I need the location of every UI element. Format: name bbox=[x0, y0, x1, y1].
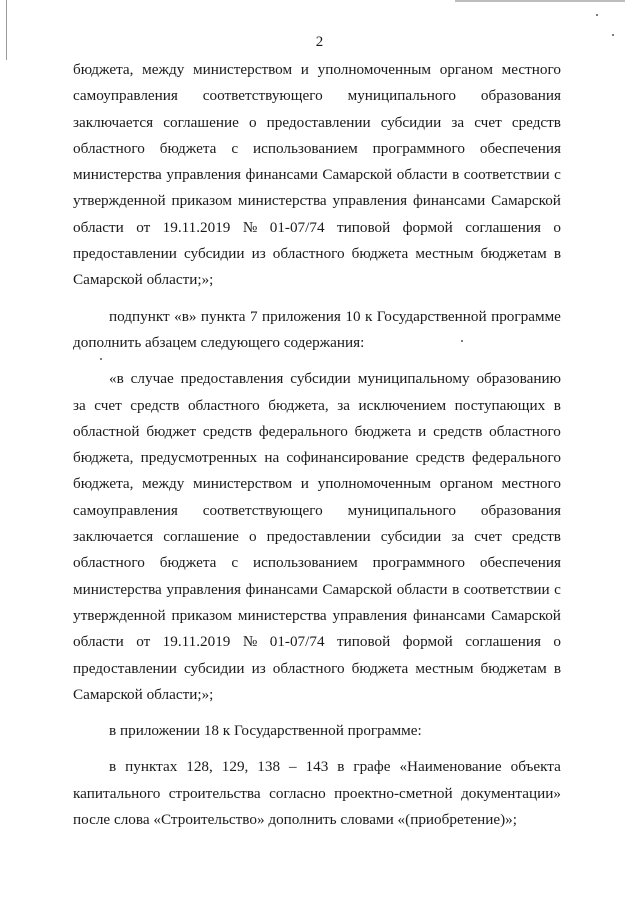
word: субсидии bbox=[380, 528, 442, 546]
word: строительства bbox=[168, 784, 261, 802]
word: в bbox=[452, 580, 460, 598]
word: бюджета, bbox=[268, 396, 329, 414]
word: документации» bbox=[461, 784, 561, 802]
word: 7 bbox=[249, 307, 258, 325]
word: субсидии bbox=[184, 245, 245, 263]
text-line bbox=[73, 603, 561, 629]
word: использованием bbox=[253, 554, 358, 572]
word: муниципального bbox=[347, 501, 456, 519]
word: соглашение bbox=[163, 528, 239, 546]
word: от bbox=[136, 218, 151, 236]
word: министерства bbox=[237, 606, 327, 624]
text-line bbox=[73, 471, 561, 497]
word: с bbox=[554, 166, 561, 184]
word: министерства bbox=[73, 580, 162, 598]
word: самоуправления bbox=[73, 501, 178, 519]
word: за bbox=[73, 396, 86, 414]
word: областного bbox=[73, 139, 145, 157]
word: 19.11.2019 bbox=[162, 218, 231, 236]
text-line bbox=[73, 162, 561, 188]
word: счет bbox=[94, 396, 122, 414]
paragraph-gap bbox=[73, 356, 561, 366]
word: пункта bbox=[200, 307, 246, 325]
text-line bbox=[73, 656, 561, 682]
word: Самарской bbox=[322, 166, 393, 184]
text-line bbox=[73, 498, 561, 524]
word: 19.11.2019 bbox=[162, 633, 231, 651]
word: области bbox=[396, 580, 448, 598]
word: субсидии bbox=[184, 659, 245, 677]
word: проектно-сметной bbox=[334, 784, 453, 802]
text-line bbox=[73, 330, 561, 356]
word: бюджета bbox=[159, 554, 217, 572]
paragraph-gap bbox=[73, 294, 561, 304]
word: субсидии bbox=[380, 113, 442, 131]
word: случае bbox=[130, 370, 174, 388]
word: поступающих bbox=[454, 396, 546, 414]
word: в bbox=[452, 166, 460, 184]
word: образования bbox=[480, 87, 561, 105]
word: управления bbox=[166, 166, 241, 184]
word: министерства bbox=[73, 166, 162, 184]
word: соответствующего bbox=[202, 87, 323, 105]
text-line bbox=[73, 524, 561, 550]
word: использованием bbox=[253, 139, 358, 157]
word: программного bbox=[372, 139, 465, 157]
word: типовой bbox=[336, 633, 391, 651]
word: субсидии bbox=[290, 370, 351, 388]
text-line bbox=[73, 577, 561, 603]
word: области bbox=[73, 633, 124, 651]
word: 128, bbox=[186, 758, 213, 776]
word: в bbox=[553, 396, 561, 414]
word: областного bbox=[272, 245, 345, 263]
word: Самарской области;»; bbox=[73, 271, 214, 289]
word: средств bbox=[202, 422, 253, 440]
word: финансами bbox=[245, 166, 318, 184]
word: с bbox=[554, 580, 561, 598]
word: Самарской области;»; bbox=[73, 685, 214, 703]
text-line bbox=[73, 110, 561, 136]
word: органом bbox=[439, 475, 493, 493]
text-line bbox=[73, 215, 561, 241]
word: исключением bbox=[358, 396, 447, 414]
text-line bbox=[73, 83, 561, 109]
document-body bbox=[73, 57, 561, 833]
word: финансами bbox=[412, 606, 486, 624]
word: «в» bbox=[174, 307, 197, 325]
word: бюджетам bbox=[480, 659, 547, 677]
word: в bbox=[109, 758, 117, 776]
word: между bbox=[142, 475, 185, 493]
text-line bbox=[73, 629, 561, 655]
word: области bbox=[396, 166, 448, 184]
word: заключается bbox=[73, 113, 154, 131]
word: соглашение bbox=[163, 113, 239, 131]
word: муниципального bbox=[347, 87, 456, 105]
word: между bbox=[142, 61, 185, 78]
word: 138 bbox=[257, 758, 281, 776]
word: счет bbox=[474, 113, 502, 131]
text-line bbox=[73, 718, 561, 744]
text-line bbox=[73, 241, 561, 267]
word: № bbox=[242, 218, 258, 236]
word: министерства bbox=[237, 192, 327, 210]
word: из bbox=[251, 245, 266, 263]
word: обеспечения bbox=[479, 139, 561, 157]
word: самоуправления bbox=[73, 87, 178, 105]
text-line bbox=[73, 304, 561, 330]
word: местным bbox=[415, 245, 474, 263]
word: областного bbox=[489, 422, 561, 440]
word: после слова «Строительство» дополнить словами «(приобретение)»; bbox=[73, 811, 517, 829]
word: средств bbox=[511, 113, 561, 131]
word: уполномоченным bbox=[317, 61, 432, 78]
word: бюджета, bbox=[73, 61, 134, 78]
word: в bbox=[553, 245, 561, 263]
word: бюджета, bbox=[73, 449, 134, 467]
text-line bbox=[73, 267, 561, 293]
word: управления bbox=[166, 580, 241, 598]
word: софинансирование bbox=[286, 449, 409, 467]
word: формой bbox=[402, 218, 453, 236]
text-line bbox=[73, 807, 561, 833]
word: на bbox=[264, 449, 280, 467]
word: в bbox=[337, 758, 345, 776]
word: программе bbox=[491, 307, 561, 325]
paragraph bbox=[73, 718, 561, 744]
word: обеспечения bbox=[479, 554, 561, 572]
word: к bbox=[364, 307, 373, 325]
word: «Наименование bbox=[399, 758, 502, 776]
word: № bbox=[242, 633, 258, 651]
word: о bbox=[553, 633, 561, 651]
word: приказом bbox=[171, 192, 233, 210]
word: согласно bbox=[269, 784, 326, 802]
word: образованию bbox=[476, 370, 561, 388]
word: предоставлении bbox=[73, 245, 177, 263]
word: местного bbox=[501, 475, 561, 493]
word: Самарской bbox=[491, 192, 561, 210]
word: 129, bbox=[221, 758, 249, 776]
text-line bbox=[73, 136, 561, 162]
word: 10 bbox=[345, 307, 361, 325]
word: заключается bbox=[73, 528, 154, 546]
word: объекта bbox=[510, 758, 561, 776]
word: средств bbox=[415, 449, 465, 467]
word: от bbox=[136, 633, 151, 651]
paragraph bbox=[73, 754, 561, 833]
paragraph-gap bbox=[73, 708, 561, 718]
word: управления bbox=[332, 606, 408, 624]
paragraph bbox=[73, 57, 561, 294]
word: соглашения bbox=[465, 218, 541, 236]
word: средств bbox=[511, 528, 561, 546]
word: уполномоченным bbox=[317, 475, 432, 493]
word: управления bbox=[332, 192, 408, 210]
word: Самарской bbox=[491, 606, 561, 624]
text-line bbox=[73, 754, 561, 780]
word: с bbox=[231, 554, 239, 572]
word: предоставления bbox=[180, 370, 284, 388]
word: и bbox=[300, 61, 309, 78]
word: пунктах bbox=[125, 758, 178, 776]
text-line bbox=[73, 393, 561, 419]
word: формой bbox=[402, 633, 453, 651]
word: о bbox=[248, 528, 257, 546]
word: подпункт bbox=[109, 307, 170, 325]
word: областного bbox=[73, 554, 145, 572]
word: приложения bbox=[261, 307, 341, 325]
word: из bbox=[251, 659, 266, 677]
word: в приложении 18 к Государственной программе: bbox=[109, 722, 422, 740]
word: за bbox=[451, 113, 465, 131]
word: федерального bbox=[258, 422, 348, 440]
word: Самарской bbox=[322, 580, 393, 598]
word: бюджетам bbox=[480, 245, 547, 263]
word: бюджета bbox=[354, 422, 412, 440]
word: финансами bbox=[412, 192, 486, 210]
word: дополнить абзацем следующего содержания: bbox=[73, 333, 365, 351]
text-line bbox=[73, 445, 561, 471]
word: бюджета bbox=[351, 659, 409, 677]
word: образования bbox=[480, 501, 561, 519]
word: и bbox=[300, 475, 309, 493]
word: бюджета bbox=[159, 139, 217, 157]
scan-edge-top bbox=[455, 0, 625, 2]
word: за bbox=[337, 396, 351, 414]
word: бюджета, bbox=[73, 475, 134, 493]
word: приказом bbox=[171, 606, 233, 624]
word: местным bbox=[415, 659, 474, 677]
word: министерством bbox=[193, 61, 293, 78]
text-line bbox=[73, 550, 561, 576]
word: областного bbox=[187, 396, 260, 414]
word: финансами bbox=[245, 580, 318, 598]
word: Государственной bbox=[376, 307, 487, 325]
paragraph bbox=[73, 366, 561, 708]
paragraph-gap bbox=[73, 744, 561, 754]
word: федерального bbox=[471, 449, 561, 467]
word: за bbox=[451, 528, 465, 546]
text-line bbox=[73, 682, 561, 708]
word: 143 bbox=[305, 758, 329, 776]
word: соответствии bbox=[463, 580, 550, 598]
word: типовой bbox=[336, 218, 391, 236]
word: средств bbox=[433, 422, 483, 440]
word: – bbox=[288, 758, 297, 776]
word: средств bbox=[130, 396, 180, 414]
word: графе bbox=[353, 758, 391, 776]
word: соглашения bbox=[465, 633, 541, 651]
word: программного bbox=[372, 554, 465, 572]
word: и bbox=[418, 422, 427, 440]
word: областной bbox=[73, 422, 140, 440]
scan-speck bbox=[596, 14, 598, 16]
word: бюджета bbox=[351, 245, 409, 263]
word: «в bbox=[109, 370, 124, 388]
word: соответствии bbox=[463, 166, 550, 184]
word: о bbox=[248, 113, 257, 131]
word: местного bbox=[501, 61, 561, 78]
text-line bbox=[73, 188, 561, 214]
word: соответствующего bbox=[202, 501, 323, 519]
word: счет bbox=[474, 528, 502, 546]
text-line bbox=[73, 57, 561, 83]
word: 01-07/74 bbox=[269, 218, 325, 236]
word: предусмотренных bbox=[140, 449, 258, 467]
word: органом bbox=[439, 61, 493, 78]
word: в bbox=[553, 659, 561, 677]
word: о bbox=[553, 218, 561, 236]
word: 01-07/74 bbox=[269, 633, 325, 651]
word: капитального bbox=[73, 784, 161, 802]
word: предоставлении bbox=[266, 113, 371, 131]
word: областного bbox=[272, 659, 345, 677]
word: утвержденной bbox=[73, 192, 166, 210]
text-line bbox=[73, 781, 561, 807]
text-line bbox=[73, 366, 561, 392]
word: бюджет bbox=[146, 422, 197, 440]
word: министерством bbox=[193, 475, 293, 493]
word: муниципальному bbox=[357, 370, 470, 388]
text-line bbox=[73, 419, 561, 445]
word: области bbox=[73, 218, 124, 236]
word: предоставлении bbox=[266, 528, 371, 546]
word: предоставлении bbox=[73, 659, 177, 677]
paragraph bbox=[73, 304, 561, 357]
word: с bbox=[231, 139, 239, 157]
word: утвержденной bbox=[73, 606, 166, 624]
page-number: 2 bbox=[315, 34, 324, 50]
